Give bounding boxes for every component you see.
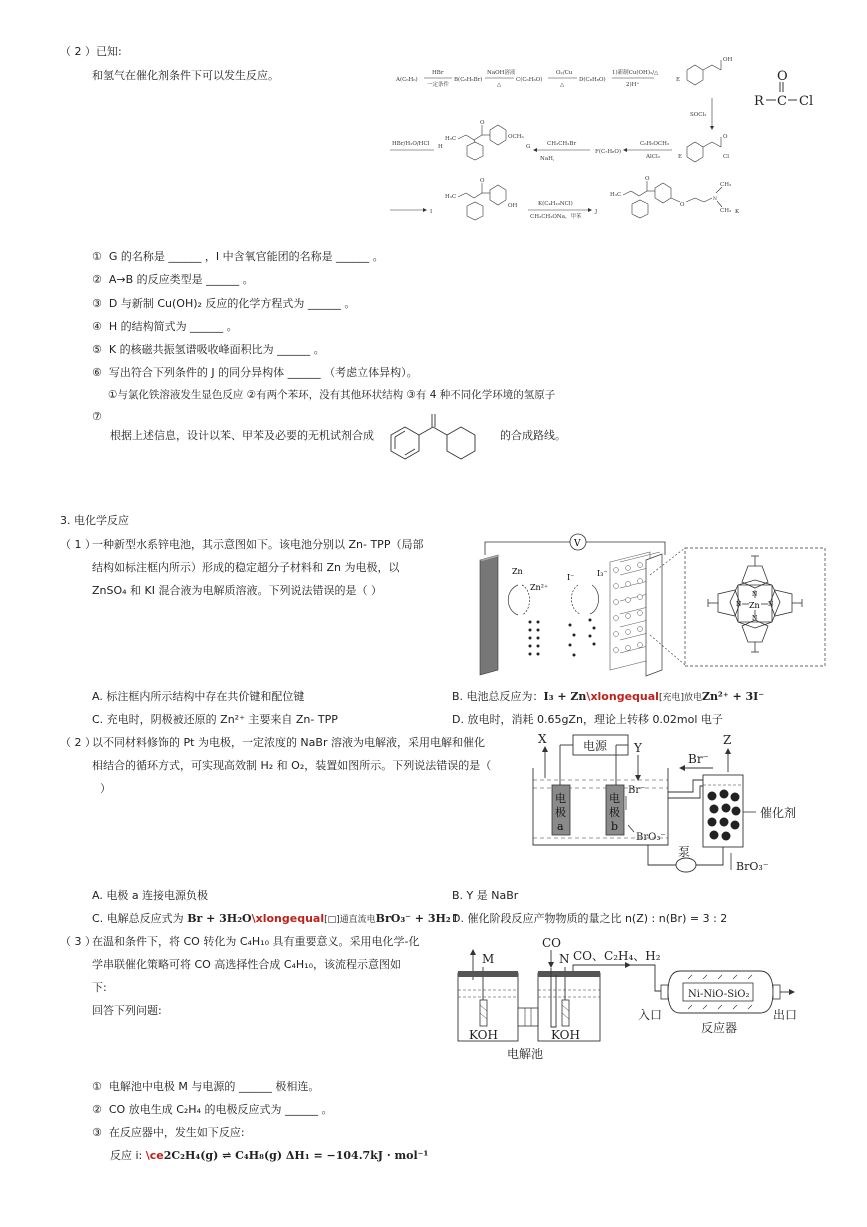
svg-text:O: O: [645, 176, 650, 182]
svg-text:电极a: [528, 729, 529, 731]
p3-line-3: 下:: [92, 981, 107, 994]
svg-text:N: N: [559, 952, 570, 966]
svg-text:H₃C: H₃C: [610, 192, 622, 198]
p1-option-c: C. 充电时，阴极被还原的 Zn²⁺ 主要来自 Zn- TPP: [92, 713, 338, 726]
svg-text:电源: 电源: [583, 739, 608, 753]
svg-text:CH₃CH₂ONa，甲苯: CH₃CH₂ONa，甲苯: [530, 214, 582, 220]
p2-option-a: A. 电极 a 连接电源负极: [92, 889, 209, 902]
svg-text:C: C: [777, 94, 787, 109]
svg-text:催化剂: 催化剂: [760, 806, 797, 820]
q2-intro: 和氢气在催化剂条件下可以发生反应。: [92, 69, 279, 82]
svg-text:N: N: [713, 197, 717, 202]
section3-title: 3. 电化学反应: [60, 514, 129, 527]
svg-text:I₃⁻: I₃⁻: [597, 569, 608, 578]
svg-text:OCH₃: OCH₃: [508, 134, 524, 140]
svg-text:Z: Z: [723, 733, 732, 747]
q2-item-2: ② A→B 的反应类型是 ______ 。: [92, 273, 254, 286]
svg-text:NaH,: NaH,: [540, 156, 555, 162]
svg-text:Ni-NiO-SiO₂: Ni-NiO-SiO₂: [688, 989, 750, 1000]
co-conversion-diagram: [455, 935, 815, 1065]
svg-text:O: O: [723, 134, 728, 140]
svg-text:Cl: Cl: [723, 154, 729, 160]
svg-text:V: V: [574, 539, 581, 549]
scheme-a: A(C₆H₆): [396, 77, 418, 83]
svg-text:CO、C₂H₄、H₂: CO、C₂H₄、H₂: [573, 949, 661, 963]
svg-text:R: R: [754, 94, 764, 109]
svg-text:CH₃: CH₃: [720, 182, 732, 188]
svg-text:电解池: 电解池: [507, 1047, 544, 1061]
svg-text:O₂/Cu: O₂/Cu: [556, 70, 573, 76]
svg-text:H₃C: H₃C: [445, 194, 457, 200]
p2-label: （ 2 ）: [60, 736, 96, 749]
q2-item-3: ③ D 与新制 Cu(OH)₂ 反应的化学方程式为 ______ 。: [92, 297, 356, 310]
target-molecule: [383, 410, 498, 470]
svg-text:SOCl₂: SOCl₂: [690, 112, 707, 118]
svg-text:Zn: Zn: [512, 567, 523, 576]
svg-text:反应器: 反应器: [701, 1021, 738, 1035]
p2-option-c: C. 电解总反应式为 Br + 3H₂O\xlongequal[□]通直流电BrO₃⁻ + 3H₂↑: [92, 912, 460, 925]
svg-text:CH₃CH₂Br: CH₃CH₂Br: [547, 141, 577, 147]
svg-text:一定条件: 一定条件: [427, 82, 450, 88]
p3-item-2: ② CO 放电生成 C₂H₄ 的电极反应式为 ______ 。: [92, 1103, 333, 1116]
svg-text:△: △: [560, 82, 565, 88]
svg-text:△: △: [497, 82, 502, 88]
q2-item-5: ⑤ K 的核磁共振氢谱吸收峰面积比为 ______ 。: [92, 343, 325, 356]
svg-text:K(C₄H₁₀NCl): K(C₄H₁₀NCl): [538, 201, 573, 207]
p1-label: （ 1 ）: [60, 538, 96, 551]
p2-line-1: 以不同材料修饰的 Pt 为电极，一定浓度的 NaBr 溶液为电解液，采用电解和催化: [92, 736, 485, 749]
svg-text:OH: OH: [508, 203, 518, 209]
svg-text:极: 极: [555, 806, 566, 819]
svg-text:D(C₈H₈O): D(C₈H₈O): [579, 77, 606, 83]
p1-option-a: A. 标注框内所示结构中存在共价键和配位键: [92, 690, 305, 703]
svg-text:K: K: [735, 209, 740, 215]
svg-text:BrO₃⁻: BrO₃⁻: [636, 832, 666, 843]
q2-item-1: ① G 的名称是 ______ ，I 中含氧官能团的名称是 ______ 。: [92, 250, 384, 263]
p3-item-1: ① 电解池中电极 M 与电源的 ______ 极相连。: [92, 1080, 320, 1093]
reaction-scheme: [390, 50, 865, 235]
zinc-battery-diagram: [470, 530, 830, 680]
svg-text:N: N: [752, 591, 758, 598]
svg-text:极: 极: [609, 806, 620, 819]
svg-text:Br⁻: Br⁻: [628, 785, 646, 796]
svg-text:入口: 入口: [638, 1008, 663, 1022]
svg-text:H: H: [438, 144, 443, 150]
electrolysis-diagram: [528, 730, 818, 885]
svg-text:2)H⁺: 2)H⁺: [626, 82, 640, 88]
svg-text:C₆H₅OCH₃: C₆H₅OCH₃: [640, 141, 670, 147]
svg-text:Cl: Cl: [799, 94, 814, 109]
p3-reaction-i: 反应 i: \ce2C₂H₄(g) ⇌ C₄H₈(g) ΔH₁ = −104.7kJ · mol⁻¹: [110, 1149, 429, 1162]
p2-line-2: 相结合的循环方式，可实现高效制 H₂ 和 O₂，装置如图所示。下列说法错误的是（: [92, 759, 492, 772]
svg-text:OH: OH: [723, 57, 733, 63]
svg-text:NaOH溶液: NaOH溶液: [487, 70, 516, 76]
svg-text:Zn²⁺: Zn²⁺: [530, 583, 549, 592]
svg-text:H₃C: H₃C: [445, 136, 457, 142]
svg-text:HBr: HBr: [432, 70, 444, 76]
p3-item-3: ③ 在反应器中，发生如下反应:: [92, 1126, 245, 1139]
svg-text:M: M: [482, 952, 495, 966]
p2-option-b: B. Y 是 NaBr: [452, 889, 519, 902]
p2-option-d: D. 催化阶段反应产物物质的量之比 n(Z) : n(Br) = 3 : 2: [452, 912, 728, 925]
svg-text:O: O: [680, 202, 685, 208]
p2-line-3: ）: [100, 782, 111, 795]
svg-text:O: O: [777, 69, 788, 84]
svg-text:F(C₇H₈O): F(C₇H₈O): [595, 149, 622, 155]
svg-text:HBr/H₂O/HCl: HBr/H₂O/HCl: [392, 141, 430, 147]
svg-text:KOH: KOH: [469, 1028, 498, 1042]
q2-item-6: ⑥ 写出符合下列条件的 J 的同分异构体 ______ （考虑立体异构）。: [92, 366, 418, 379]
svg-text:BrO₃⁻: BrO₃⁻: [736, 860, 769, 873]
q2-item-7-num: ⑦: [92, 410, 102, 423]
svg-text:KOH: KOH: [551, 1028, 580, 1042]
svg-text:N: N: [752, 615, 758, 622]
svg-text:B(C₆H₅Br): B(C₆H₅Br): [454, 77, 483, 83]
p3-label: （ 3 ）: [60, 935, 96, 948]
p1-line-3: ZnSO₄ 和 KI 混合液为电解质溶液。下列说法错误的是（ ）: [92, 584, 382, 597]
svg-text:CH₃: CH₃: [720, 208, 732, 214]
svg-text:E: E: [678, 154, 683, 160]
p1-line-2: 结构如标注框内所示）形成的稳定超分子材料和 Zn 为电极，以: [92, 561, 400, 574]
p1-line-1: 一种新型水系锌电池，其示意图如下。该电池分别以 Zn- TPP（局部: [92, 538, 424, 551]
p1-option-b: B. 电池总反应为：I₃ + Zn\xlongequal[充电]放电Zn²⁺ + 3I⁻: [452, 690, 765, 703]
svg-text:出口: 出口: [773, 1008, 798, 1022]
q2-conditions: ①与氯化铁溶液发生显色反应 ②有两个苯环，没有其他环状结构 ③有 4 种不同化学环境的氢原子: [108, 389, 556, 401]
svg-text:G: G: [526, 144, 531, 150]
svg-text:泵: 泵: [678, 845, 691, 859]
svg-text:Zn: Zn: [749, 601, 760, 610]
svg-text:I: I: [430, 209, 433, 215]
svg-text:N: N: [736, 601, 742, 608]
svg-text:Y: Y: [634, 741, 642, 755]
q2-item-7-tail: 的合成路线。: [500, 429, 566, 442]
svg-text:电极b: [528, 729, 529, 731]
svg-text:O: O: [480, 120, 485, 126]
svg-text:N: N: [768, 601, 774, 608]
p3-line-4: 回答下列问题:: [92, 1004, 162, 1017]
q2-label: （ 2 ）已知:: [60, 45, 122, 58]
svg-text:b: b: [611, 820, 619, 833]
q2-item-7-text: 根据上述信息，设计以苯、甲苯及必要的无机试剂合成: [110, 429, 374, 442]
svg-text:AlCl₃: AlCl₃: [646, 154, 660, 160]
svg-text:C(C₆H₆O): C(C₆H₆O): [516, 77, 543, 83]
svg-text:电: 电: [555, 792, 566, 805]
svg-text:I⁻: I⁻: [567, 573, 575, 582]
svg-text:CO: CO: [542, 936, 562, 950]
p3-line-1: 在温和条件下，将 CO 转化为 C₄H₁₀ 具有重要意义。采用电化学-化: [92, 935, 420, 948]
svg-text:O: O: [480, 178, 485, 184]
q2-item-4: ④ H 的结构简式为 ______ 。: [92, 320, 238, 333]
svg-text:a: a: [557, 820, 564, 833]
svg-text:X: X: [538, 732, 547, 746]
svg-text:E: E: [676, 77, 681, 83]
p3-line-2: 学串联催化策略可将 CO 高选择性合成 C₄H₁₀，该流程示意图如: [92, 958, 402, 971]
svg-text:J: J: [595, 209, 598, 215]
p1-option-d: D. 放电时，消耗 0.65gZn，理论上转移 0.02mol 电子: [452, 713, 723, 726]
svg-text:Br⁻: Br⁻: [688, 752, 709, 766]
svg-text:1)新制Cu(OH)₂/△: 1)新制Cu(OH)₂/△: [612, 70, 659, 76]
svg-text:电: 电: [609, 792, 620, 805]
